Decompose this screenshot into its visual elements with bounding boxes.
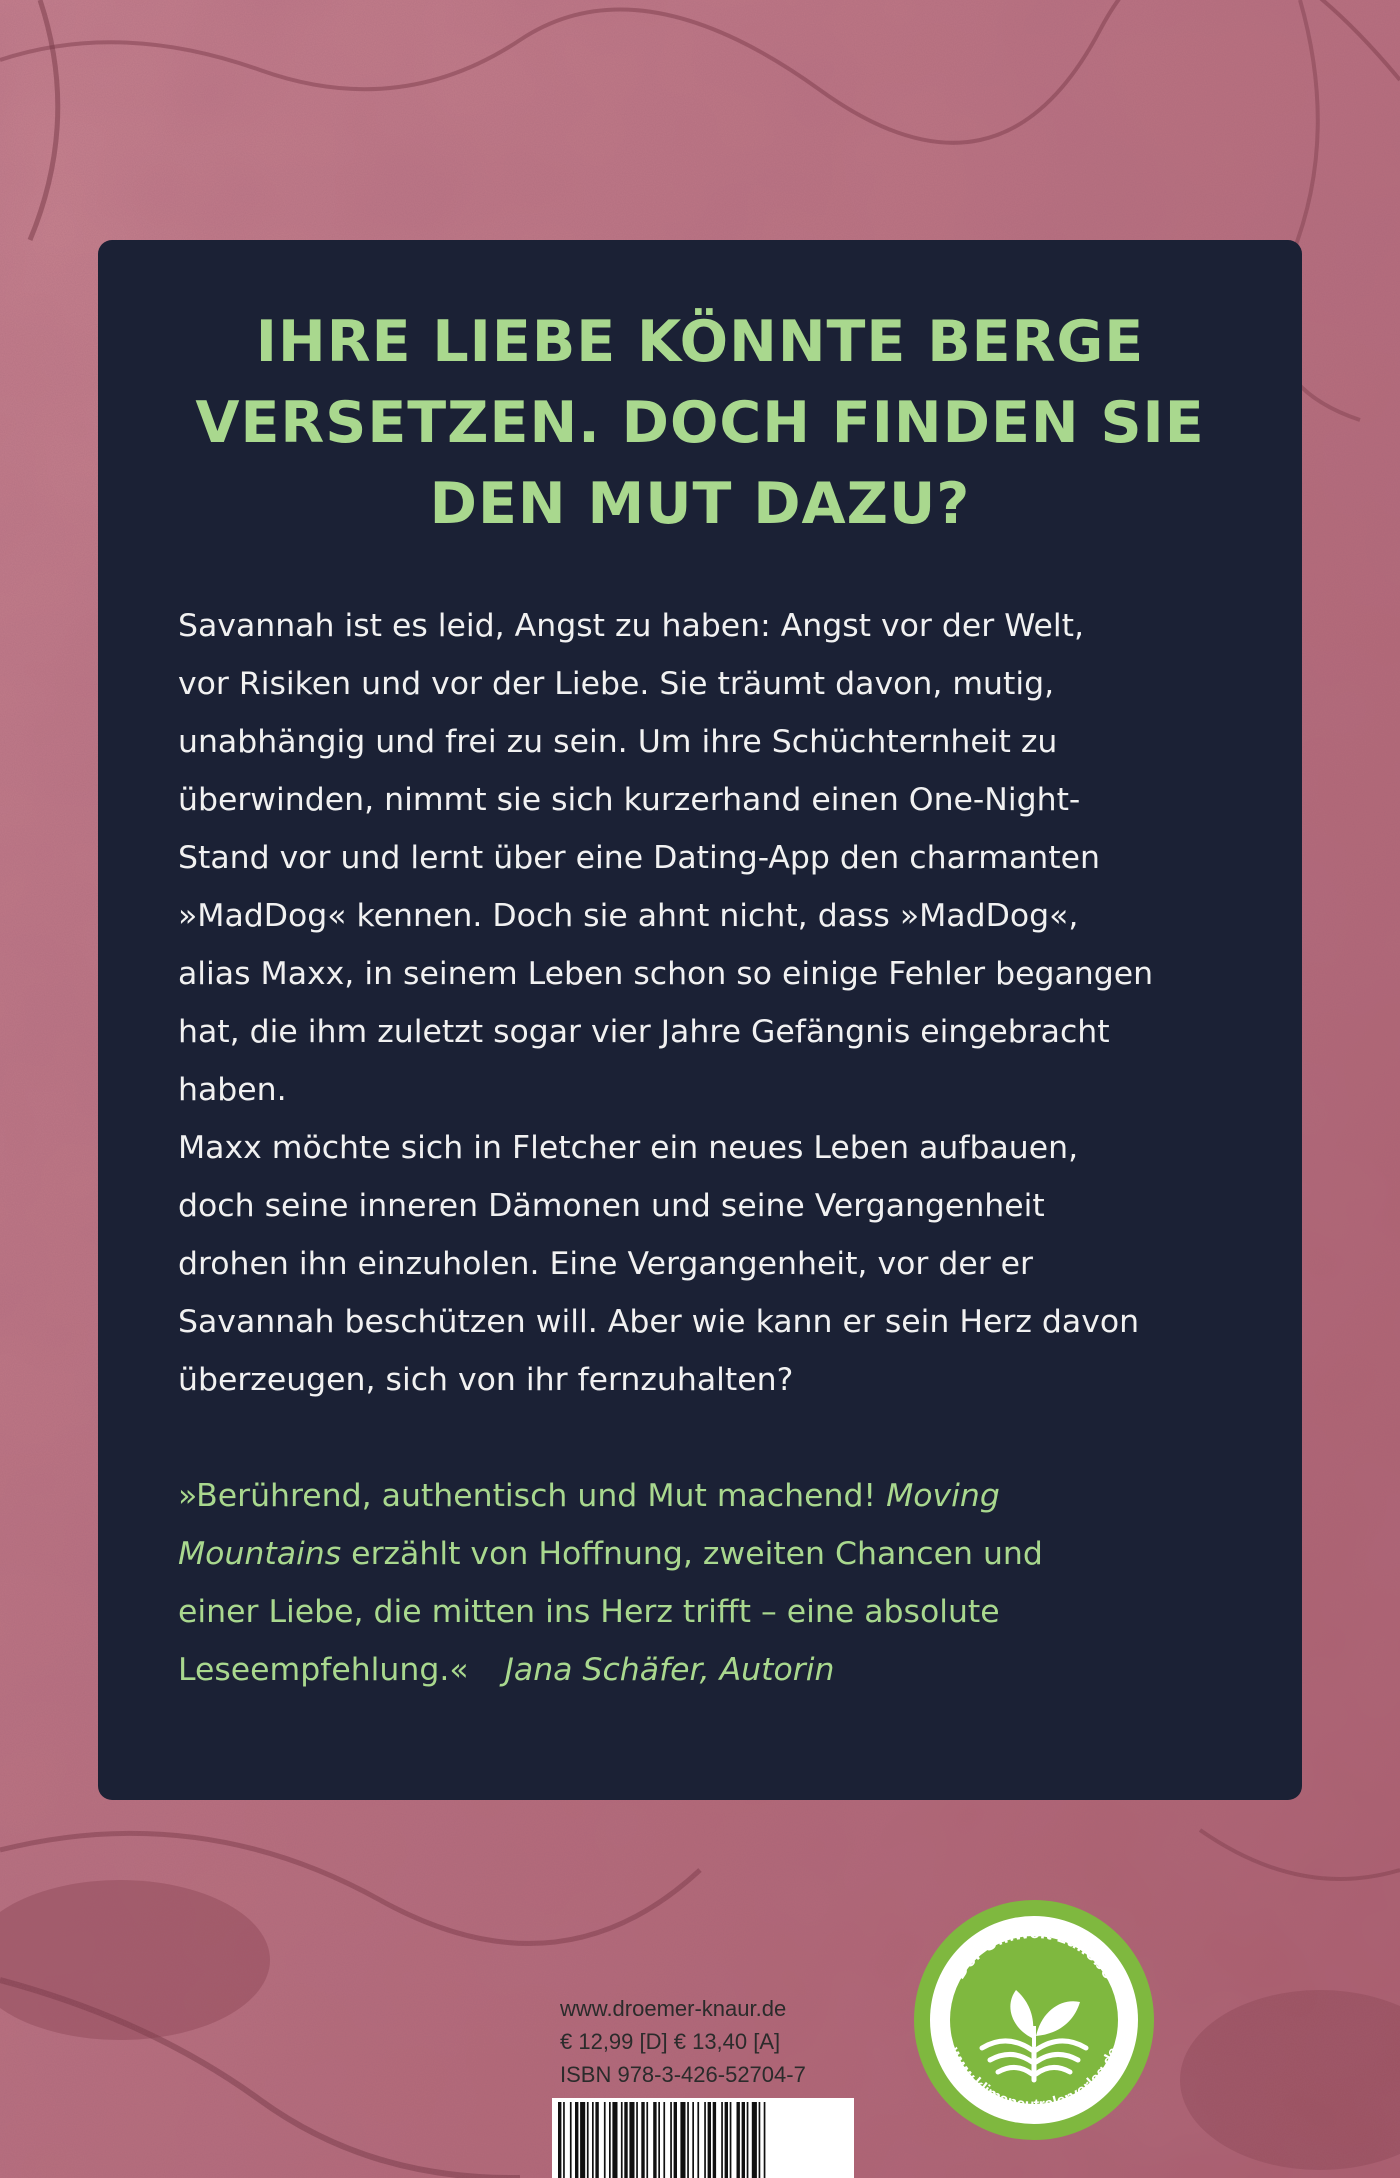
barcode-bar	[595, 2102, 598, 2178]
barcode	[552, 2098, 854, 2178]
synopsis-line: »MadDog« kennen. Doch sie ahnt nicht, dass »MadDog«,	[178, 898, 1079, 934]
quote-text: erzählt von Hoffnung, zweiten Chancen und	[341, 1536, 1043, 1572]
synopsis-line: Savannah beschützen will. Aber wie kann er sein Herz davon	[178, 1304, 1140, 1340]
eco-seal-logo	[912, 1898, 1156, 2142]
barcode-bar	[764, 2102, 766, 2178]
synopsis-line: Maxx möchte sich in Fletcher ein neues Leben aufbauen,	[178, 1130, 1079, 1166]
synopsis-line: hat, die ihm zuletzt sogar vier Jahre Gefängnis eingebracht	[178, 1014, 1110, 1050]
barcode-bar	[670, 2102, 672, 2178]
barcode-bar	[612, 2102, 617, 2178]
barcode-bar	[759, 2102, 761, 2178]
quote-line-3: einer Liebe, die mitten ins Herz trifft – eine absolute	[178, 1594, 1000, 1630]
barcode-bar	[697, 2102, 699, 2178]
headline-line-2: VERSETZEN. DOCH FINDEN SIE	[195, 390, 1205, 456]
barcode-bar	[687, 2102, 689, 2178]
barcode-bar	[604, 2102, 606, 2178]
quote-text: »Berührend, authentisch und Mut machend!	[178, 1478, 887, 1514]
barcode-bar	[563, 2102, 565, 2178]
barcode-bar	[704, 2102, 706, 2178]
barcode-bar	[587, 2102, 589, 2178]
barcode-bar	[708, 2102, 711, 2178]
synopsis-line: vor Risiken und vor der Liebe. Sie träumt davon, mutig,	[178, 666, 1055, 702]
barcode-bar	[624, 2102, 627, 2178]
seal-bottom-text: www.klimaneutralerverlag.de	[945, 2044, 1123, 2115]
synopsis-line: Stand vor und lernt über eine Dating-App den charmanten	[178, 840, 1100, 876]
barcode-bar	[721, 2102, 723, 2178]
barcode-bar	[663, 2102, 665, 2178]
barcode-bar	[752, 2102, 757, 2178]
quote-line-2	[178, 1525, 1222, 1583]
publisher-website: www.droemer-knaur.de	[560, 1996, 787, 2021]
barcode-bar	[692, 2102, 694, 2178]
barcode-bar	[742, 2102, 745, 2178]
quote-line-1	[178, 1467, 1222, 1525]
headline	[178, 302, 1222, 545]
barcode-bar	[621, 2102, 623, 2178]
barcode-bar	[747, 2102, 749, 2178]
synopsis-line: drohen ihn einzuholen. Eine Vergangenheit, vor der er	[178, 1246, 1034, 1282]
barcode-bar	[641, 2102, 644, 2178]
quote-text: Leseempfehlung.«	[178, 1652, 469, 1688]
barcode-bar	[680, 2102, 685, 2178]
synopsis-line: alias Maxx, in seinem Leben schon so einige Fehler begangen	[178, 956, 1154, 992]
barcode-bar	[646, 2102, 648, 2178]
barcode-bar	[658, 2102, 660, 2178]
barcode-bar	[609, 2102, 611, 2178]
barcode-bar	[570, 2102, 572, 2178]
price-info: € 12,99 [D] € 13,40 [A]	[560, 2029, 781, 2054]
barcode-bar	[730, 2102, 732, 2178]
book-title-part: Moving	[886, 1478, 1000, 1514]
isbn: ISBN 978-3-426-52704-7	[560, 2062, 806, 2087]
book-title-part: Mountains	[178, 1536, 342, 1572]
barcode-bar	[737, 2102, 740, 2178]
barcode-bar	[636, 2102, 638, 2178]
seal-top-text: Der Umwelt zuliebe	[948, 1921, 1120, 1983]
barcode-bar	[725, 2102, 728, 2178]
barcode-bar	[575, 2102, 578, 2178]
barcode-icon	[552, 2098, 854, 2178]
imprint	[560, 1992, 860, 2091]
synopsis	[178, 597, 1222, 1409]
headline-line-3: DEN MUT DAZU?	[429, 471, 971, 537]
synopsis-line: überwinden, nimmt sie sich kurzerhand einen One-Night-	[178, 782, 1081, 818]
barcode-bar	[674, 2102, 677, 2178]
barcode-bar	[653, 2102, 656, 2178]
quote-attribution: Jana Schäfer, Autorin	[504, 1652, 835, 1688]
blurb-panel	[98, 240, 1302, 1800]
headline-line-1: IHRE LIEBE KÖNNTE BERGE	[255, 309, 1145, 375]
barcode-bar	[558, 2102, 561, 2178]
synopsis-line: doch seine inneren Dämonen und seine Vergangenheit	[178, 1188, 1045, 1224]
review-quote	[178, 1467, 1222, 1699]
synopsis-line: unabhängig und frei zu sein. Um ihre Schüchternheit zu	[178, 724, 1058, 760]
quote-line-4	[178, 1641, 1222, 1699]
synopsis-line: Savannah ist es leid, Angst zu haben: Angst vor der Welt,	[178, 608, 1085, 644]
barcode-bar	[592, 2102, 594, 2178]
barcode-bar	[629, 2102, 634, 2178]
barcode-bar	[713, 2102, 716, 2178]
barcode-bar	[580, 2102, 585, 2178]
synopsis-line: überzeugen, sich von ihr fernzuhalten?	[178, 1362, 794, 1398]
synopsis-line: haben.	[178, 1072, 287, 1108]
